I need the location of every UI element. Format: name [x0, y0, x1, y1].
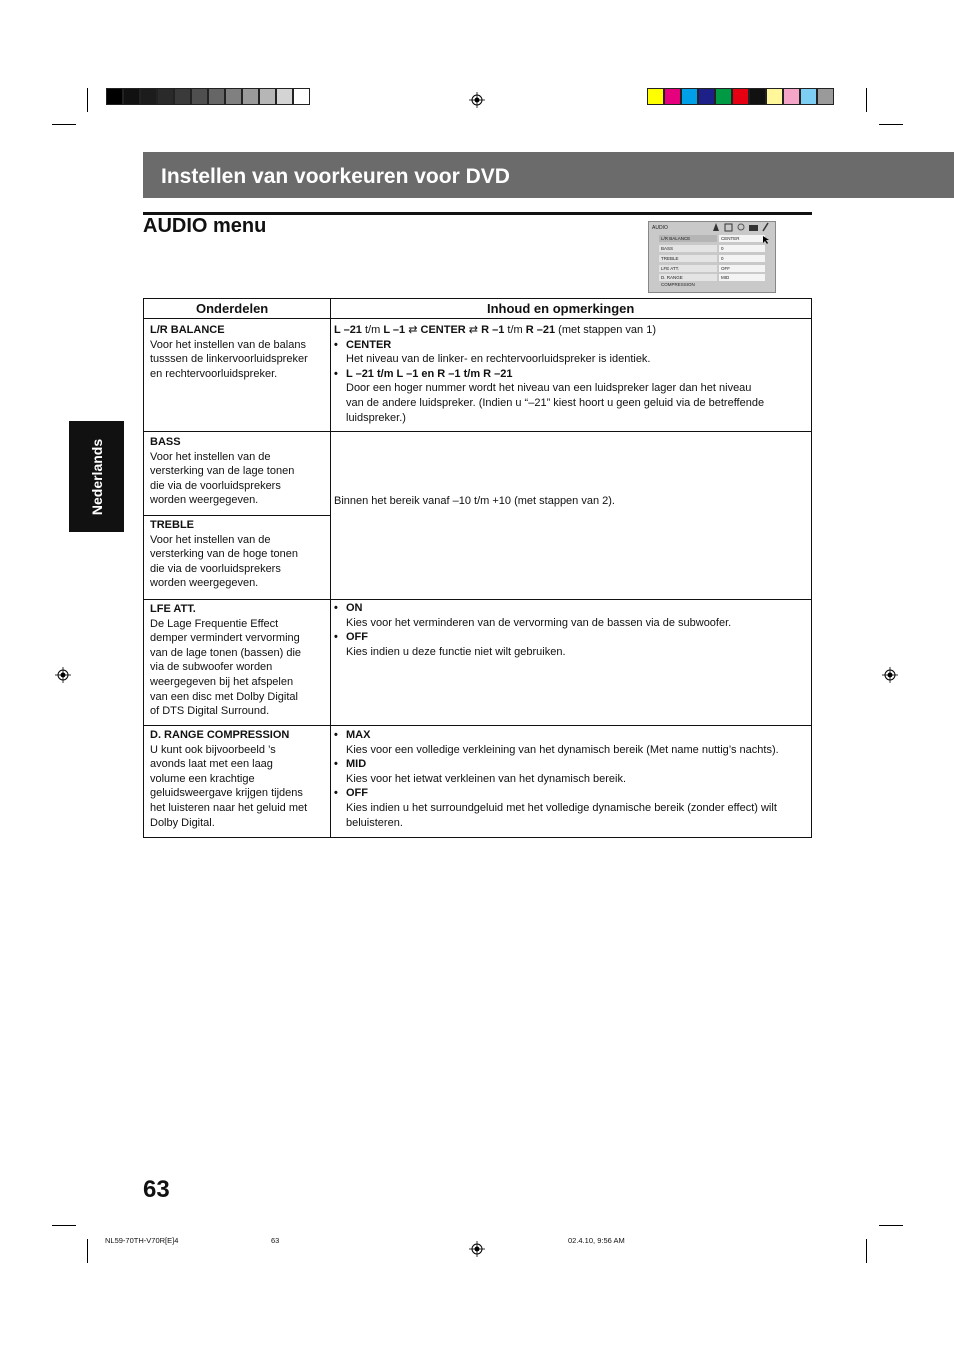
osd-row-label: LFE ATT. [659, 265, 717, 272]
gray-swatch [225, 88, 242, 105]
page-number: 63 [143, 1176, 170, 1203]
content-bass-treble: Binnen het bereik vanaf –10 t/m +10 (met stappen van 2). [334, 495, 615, 507]
osd-row-label: D. RANGE COMPRESSION [659, 274, 717, 281]
option-text: Kies indien u het surroundgeluid met het volledige dynamische bereik (zonder effect) wilt [346, 801, 777, 814]
item-drc [150, 728, 328, 830]
gray-swatch [208, 88, 225, 105]
item-desc-line: Voor het instellen van de [150, 533, 271, 546]
color-swatch [647, 88, 664, 105]
content-lfe-att [334, 601, 808, 659]
option-text: van de andere luidspreker. (Indien u “–21” kiest hoort u geen geluid via de betreffende [346, 396, 765, 409]
item-desc-line: van de lage tonen (bassen) die [150, 646, 302, 659]
option-text: Kies voor het verminderen van de vervorming van de bassen via de subwoofer. [346, 616, 732, 629]
item-name: TREBLE [150, 519, 194, 531]
item-desc-line: De Lage Frequentie Effect [150, 617, 279, 630]
gray-swatch [174, 88, 191, 105]
column-divider [330, 299, 331, 837]
bidirectional-arrow-icon: ⇄ [408, 324, 418, 336]
osd-row-value: CENTER [719, 235, 765, 242]
item-desc-line: tusssen de linkervoorluidspreker [150, 353, 308, 366]
content-lr-balance [334, 323, 808, 425]
gray-swatch [157, 88, 174, 105]
option-title: MID [346, 758, 367, 771]
osd-title: AUDIO [652, 225, 668, 231]
column-header-items: Onderdelen [196, 301, 269, 316]
content-drc [334, 728, 808, 830]
bullet-icon: • [334, 758, 338, 771]
bullet-icon: • [334, 338, 338, 351]
color-swatch [681, 88, 698, 105]
menu-tab-icons [711, 222, 773, 232]
language-side-tab [69, 421, 124, 532]
bullet-icon: • [334, 631, 338, 644]
language-label: Nederlands [88, 438, 105, 515]
audio-menu-osd-screenshot [648, 221, 776, 293]
color-swatch [664, 88, 681, 105]
option-text: Het niveau van de linker- en rechtervoorluidspreker is identiek. [346, 353, 651, 366]
item-lfe-att [150, 602, 328, 719]
osd-row [659, 265, 765, 272]
option-text: Kies indien u deze functie niet wilt gebruiken. [346, 645, 566, 658]
item-desc-line: Voor het instellen van de balans [150, 338, 306, 351]
option-title: CENTER [346, 338, 392, 351]
row-divider [144, 318, 811, 319]
option-title: MAX [346, 729, 371, 741]
section-title: AUDIO menu [143, 215, 267, 237]
color-swatch [749, 88, 766, 105]
crop-mark [879, 1225, 903, 1226]
osd-row [659, 235, 765, 242]
color-calibration-bar [647, 88, 834, 105]
item-desc-line: U kunt ook bijvoorbeeld ’s [150, 743, 276, 756]
bullet-icon: • [334, 787, 338, 800]
osd-row-value: MID [719, 274, 765, 281]
item-desc-line: Voor het instellen van de [150, 450, 271, 463]
item-desc-line: van een disc met Dolby Digital [150, 690, 298, 703]
item-lr-balance [150, 323, 328, 381]
grayscale-calibration-bar [106, 88, 310, 105]
item-desc-line: demper vermindert vervorming [150, 632, 300, 645]
footer-file-id: NL59-70TH-V70R[E]4 [105, 1236, 179, 1245]
color-swatch [732, 88, 749, 105]
registration-mark-icon [469, 92, 485, 108]
gray-swatch [293, 88, 310, 105]
footer-page: 63 [271, 1236, 280, 1245]
row-divider [144, 599, 811, 600]
item-desc-line: volume een krachtige [150, 772, 255, 785]
item-desc-line: of DTS Digital Surround. [150, 705, 270, 718]
cursor-icon [763, 236, 770, 244]
registration-mark-icon [55, 667, 71, 683]
registration-mark-icon [882, 667, 898, 683]
osd-row-label: BASS [659, 245, 717, 252]
option-title: L –21 t/m L –1 en R –1 t/m R –21 [346, 367, 513, 380]
item-desc-line: en rechtervoorluidspreker. [150, 367, 278, 380]
row-divider [144, 725, 811, 726]
option-text: Kies voor het ietwat verkleinen van het dynamisch bereik. [346, 772, 627, 785]
option-text: Kies voor een volledige verkleining van het dynamisch bereik (Met name nuttig’s nachts). [346, 743, 779, 756]
item-desc-line: versterking van de lage tonen [150, 465, 295, 478]
item-desc-line: die via de voorluidsprekers [150, 562, 281, 575]
item-desc-line: avonds laat met een laag [150, 758, 273, 771]
crop-mark [87, 1239, 88, 1263]
crop-mark [866, 1239, 867, 1263]
osd-row-value: 0 [719, 255, 765, 262]
gray-swatch [276, 88, 293, 105]
option-title: OFF [346, 631, 368, 644]
item-name: LFE ATT. [150, 603, 196, 615]
osd-row-label: L/R BALANCE [659, 235, 717, 242]
column-header-content: Inhoud en opmerkingen [487, 301, 635, 316]
osd-row [659, 245, 765, 252]
osd-row [659, 255, 765, 262]
footer-timestamp: 02.4.10, 9:56 AM [568, 1236, 625, 1245]
color-swatch [783, 88, 800, 105]
gray-swatch [106, 88, 123, 105]
registration-mark-icon [469, 1241, 485, 1257]
color-swatch [800, 88, 817, 105]
gray-swatch [140, 88, 157, 105]
item-desc-line: geluidsweergave krijgen tijdens [150, 787, 303, 800]
item-name: BASS [150, 436, 181, 448]
osd-menu-icons [711, 222, 773, 234]
item-desc-line: weergegeven bij het afspelen [150, 675, 294, 688]
gray-swatch [259, 88, 276, 105]
color-swatch [817, 88, 834, 105]
item-bass [150, 435, 328, 508]
osd-row-value: 0 [719, 245, 765, 252]
item-desc-line: worden weergegeven. [150, 494, 259, 507]
item-desc-line: versterking van de hoge tonen [150, 548, 298, 561]
color-swatch [766, 88, 783, 105]
lr-range-line: L –21 t/m L –1 ⇄ CENTER ⇄ R –1 t/m R –21 (met stappen van 1) [334, 324, 656, 336]
item-desc-line: het luisteren naar het geluid met [150, 801, 308, 814]
osd-row-value: OFF [719, 265, 765, 272]
gray-swatch [191, 88, 208, 105]
bidirectional-arrow-icon: ⇄ [468, 324, 479, 336]
option-title: ON [346, 602, 363, 614]
crop-mark [87, 88, 88, 112]
page-title: Instellen van voorkeuren voor DVD [161, 165, 510, 188]
osd-row-label: TREBLE [659, 255, 717, 262]
gray-swatch [242, 88, 259, 105]
item-desc-line: die via de voorluidsprekers [150, 479, 281, 492]
item-name: D. RANGE COMPRESSION [150, 729, 290, 741]
bullet-icon: • [334, 367, 338, 380]
item-name: L/R BALANCE [150, 324, 225, 336]
color-swatch [715, 88, 732, 105]
option-text: beluisteren. [346, 816, 403, 829]
option-title: OFF [346, 787, 368, 800]
option-text: Door een hoger nummer wordt het niveau van een luidspreker lager dan het niveau [346, 382, 752, 395]
row-divider [144, 431, 811, 432]
crop-mark [866, 88, 867, 112]
bullet-icon: • [334, 729, 338, 741]
item-desc-line: via de subwoofer worden [150, 661, 273, 674]
osd-row [659, 274, 765, 287]
crop-mark [52, 124, 76, 125]
gray-swatch [123, 88, 140, 105]
item-desc-line: Dolby Digital. [150, 816, 215, 829]
row-divider [144, 515, 330, 516]
settings-table [143, 298, 812, 838]
option-text: luidspreker.) [346, 411, 406, 424]
crop-mark [52, 1225, 76, 1226]
crop-mark [879, 124, 903, 125]
item-treble [150, 518, 328, 591]
item-desc-line: worden weergegeven. [150, 577, 259, 590]
bullet-icon: • [334, 602, 338, 614]
color-swatch [698, 88, 715, 105]
